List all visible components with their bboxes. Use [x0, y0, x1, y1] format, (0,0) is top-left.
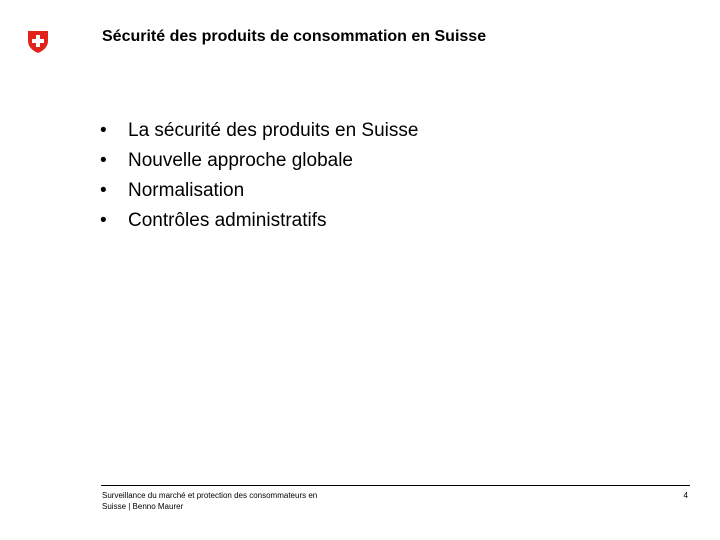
list-item-text: Normalisation — [128, 180, 245, 201]
bullet-marker: • — [100, 210, 107, 231]
list-item — [100, 206, 418, 236]
list-item — [100, 146, 418, 176]
swiss-cross-emblem-icon — [27, 30, 49, 54]
list-item — [100, 176, 418, 206]
footer-divider — [101, 485, 690, 486]
list-item-text: Nouvelle approche globale — [128, 150, 353, 171]
bullet-marker: • — [100, 180, 107, 201]
footer-caption — [102, 490, 402, 512]
footer-caption-line1: Surveillance du marché et protection des consommateurs en — [102, 491, 318, 500]
list-item-text: La sécurité des produits en Suisse — [128, 120, 419, 141]
bullet-marker: • — [100, 120, 107, 141]
footer-caption-line2: Suisse | Benno Maurer — [102, 502, 184, 511]
list-item — [100, 116, 418, 146]
list-item-text: Contrôles administratifs — [128, 210, 327, 231]
bullet-list — [100, 116, 418, 236]
bullet-marker: • — [100, 150, 107, 171]
slide-title: Sécurité des produits de consommation en Suisse — [102, 28, 487, 45]
page-number: 4 — [683, 491, 688, 500]
